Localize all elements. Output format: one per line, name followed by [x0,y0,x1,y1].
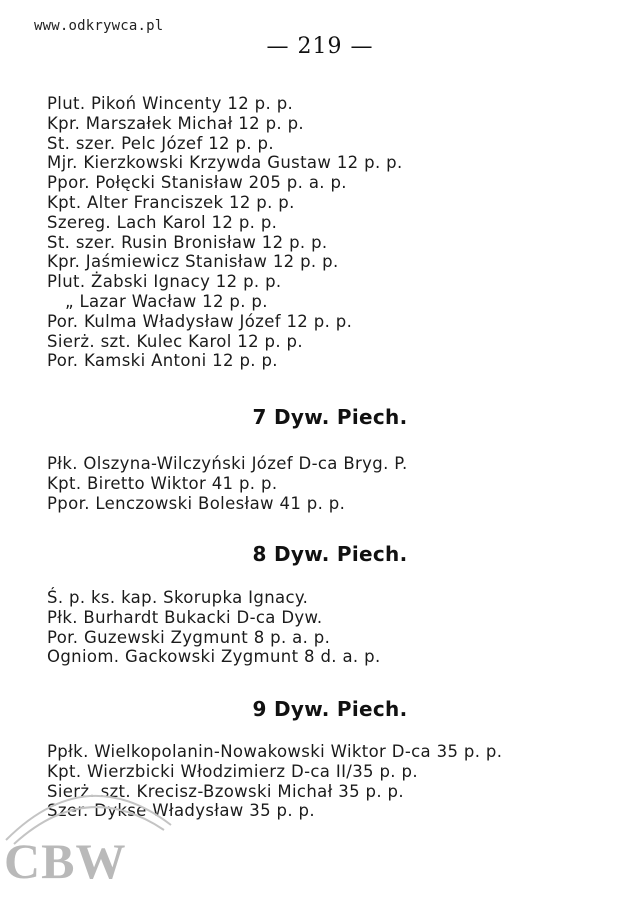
entry-list-3 [47,588,607,667]
list-item: Por. Kamski Antoni 12 p. p. [47,351,278,371]
list-item: Plut. Żabski Ignacy 12 p. p. [47,272,282,292]
list-item: Szereg. Lach Karol 12 p. p. [47,212,278,232]
section-heading-9-dyw: 9 Dyw. Piech. [252,697,408,721]
list-item: Por. Kulma Władysław Józef 12 p. p. [47,311,353,331]
list-item: Ś. p. ks. kap. Skorupka Ignacy. [47,588,309,607]
entry-list-4 [47,742,607,821]
list-item: Sierż. szt. Kulec Karol 12 p. p. [47,331,303,351]
list-item: Szer. Dykse Władysław 35 p. p. [47,801,315,821]
list-item: Sierż. szt. Krecisz-Bzowski Michał 35 p. p. [47,781,404,801]
list-item: St. szer. Pelc Józef 12 p. p. [47,133,274,153]
list-item: St. szer. Rusin Bronisław 12 p. p. [47,232,328,252]
list-item: „ Lazar Wacław 12 p. p. [65,291,268,311]
list-item: Kpt. Biretto Wiktor 41 p. p. [47,473,278,493]
list-item: Ppłk. Wielkopolanin-Nowakowski Wiktor D-ca 35 p. p. [47,742,503,761]
list-item: Płk. Olszyna-Wilczyński Józef D-ca Bryg. P. [47,454,408,473]
list-item: Kpr. Jaśmiewicz Stanisław 12 p. p. [47,252,339,272]
list-item: Ppor. Lenczowski Bolesław 41 p. p. [47,493,346,513]
entry-list-1 [47,94,607,371]
list-item: Ppor. Połęcki Stanisław 205 p. a. p. [47,173,347,193]
page-number: — 219 — [266,34,374,59]
section-heading-7-dyw: 7 Dyw. Piech. [252,405,408,429]
list-item: Por. Guzewski Zygmunt 8 p. a. p. [47,627,331,647]
list-item: Mjr. Kierzkowski Krzywda Gustaw 12 p. p. [47,153,403,173]
entry-list-2 [47,454,607,513]
list-item: Płk. Burhardt Bukacki D-ca Dyw. [47,607,323,627]
site-watermark-text: www.odkrywca.pl [34,18,164,34]
section-heading-8-dyw: 8 Dyw. Piech. [252,542,408,566]
list-item: Kpt. Alter Franciszek 12 p. p. [47,192,295,212]
list-item: Kpr. Marszałek Michał 12 p. p. [47,113,305,133]
list-item: Ogniom. Gackowski Zygmunt 8 d. a. p. [47,647,381,667]
stamp-logo-text: CBW [4,833,127,889]
list-item: Plut. Pikoń Wincenty 12 p. p. [47,94,294,113]
list-item: Kpt. Wierzbicki Włodzimierz D-ca II/35 p. p. [47,761,418,781]
